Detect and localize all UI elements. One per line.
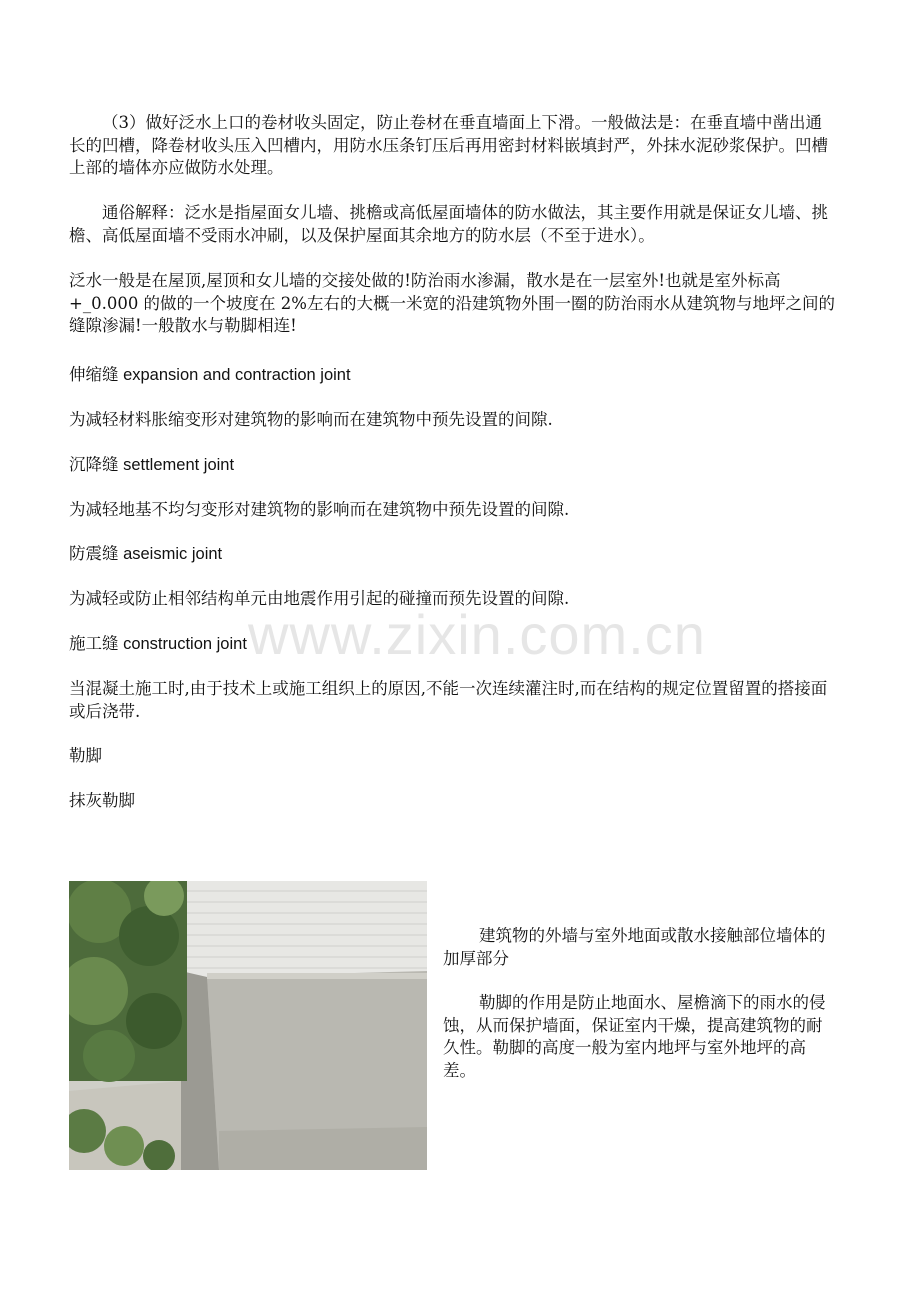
plinth-definition: 建筑物的外墙与室外地面或散水接触部位墙体的加厚部分 xyxy=(443,926,826,968)
definition-construction-joint: 当混凝土施工时,由于技术上或施工组织上的原因,不能一次连续灌注时,而在结构的规定位置留置的搭接面或后浇带. xyxy=(69,679,828,721)
heading-aseismic-joint: 防震缝 aseismic joint xyxy=(69,545,223,563)
paragraph-flashing-explanation: 通俗解释：泛水是指屋面女儿墙、挑檐或高低屋面墙体的防水做法，其主要作用就是保证女儿墙、挑檐、高低屋面墙不受雨水冲刷，以及保护屋面其余地方的防水层（不至于进水）。 xyxy=(69,203,828,245)
definition-expansion-joint: 为减轻材料胀缩变形对建筑物的影响而在建筑物中预先设置的间隙. xyxy=(69,410,553,429)
heading-settlement-joint: 沉降缝 settlement joint xyxy=(69,456,235,474)
plinth-photo xyxy=(69,881,427,1170)
paragraph-flashing-apron: 泛水一般是在屋顶,屋顶和女儿墙的交接处做的!防治雨水渗漏，散水是在一层室外!也就是室外标高+_0.000 的做的一个坡度在 2%左右的大概一米宽的沿建筑物外围一圈的防治雨水从建筑物与地坪之间的缝隙渗漏!一般散水与勒脚相连! xyxy=(69,271,835,335)
heading-plaster-plinth: 抹灰勒脚 xyxy=(69,791,135,810)
definition-aseismic-joint: 为减轻或防止相邻结构单元由地震作用引起的碰撞而预先设置的间隙. xyxy=(69,589,570,608)
paragraph-flashing-fixing: （3）做好泛水上口的卷材收头固定，防止卷材在垂直墙面上下滑。一般做法是：在垂直墙中凿出通长的凹槽，降卷材收头压入凹槽内，用防水压条钉压后再用密封材料嵌填封严，外抹水泥砂浆保护。凹槽上部的墙体亦应做防水处理。 xyxy=(69,113,828,177)
watermark: www.zixin.com.cn xyxy=(248,603,706,666)
heading-expansion-joint: 伸缩缝 expansion and contraction joint xyxy=(69,366,351,384)
heading-construction-joint: 施工缝 construction joint xyxy=(69,635,247,653)
heading-plinth: 勒脚 xyxy=(69,746,102,765)
plinth-function: 勒脚的作用是防止地面水、屋檐滴下的雨水的侵蚀，从而保护墙面，保证室内干燥，提高建筑物的耐久性。勒脚的高度一般为室内地坪与室外地坪的高差。 xyxy=(443,993,826,1080)
definition-settlement-joint: 为减轻地基不均匀变形对建筑物的影响而在建筑物中预先设置的间隙. xyxy=(69,500,570,519)
